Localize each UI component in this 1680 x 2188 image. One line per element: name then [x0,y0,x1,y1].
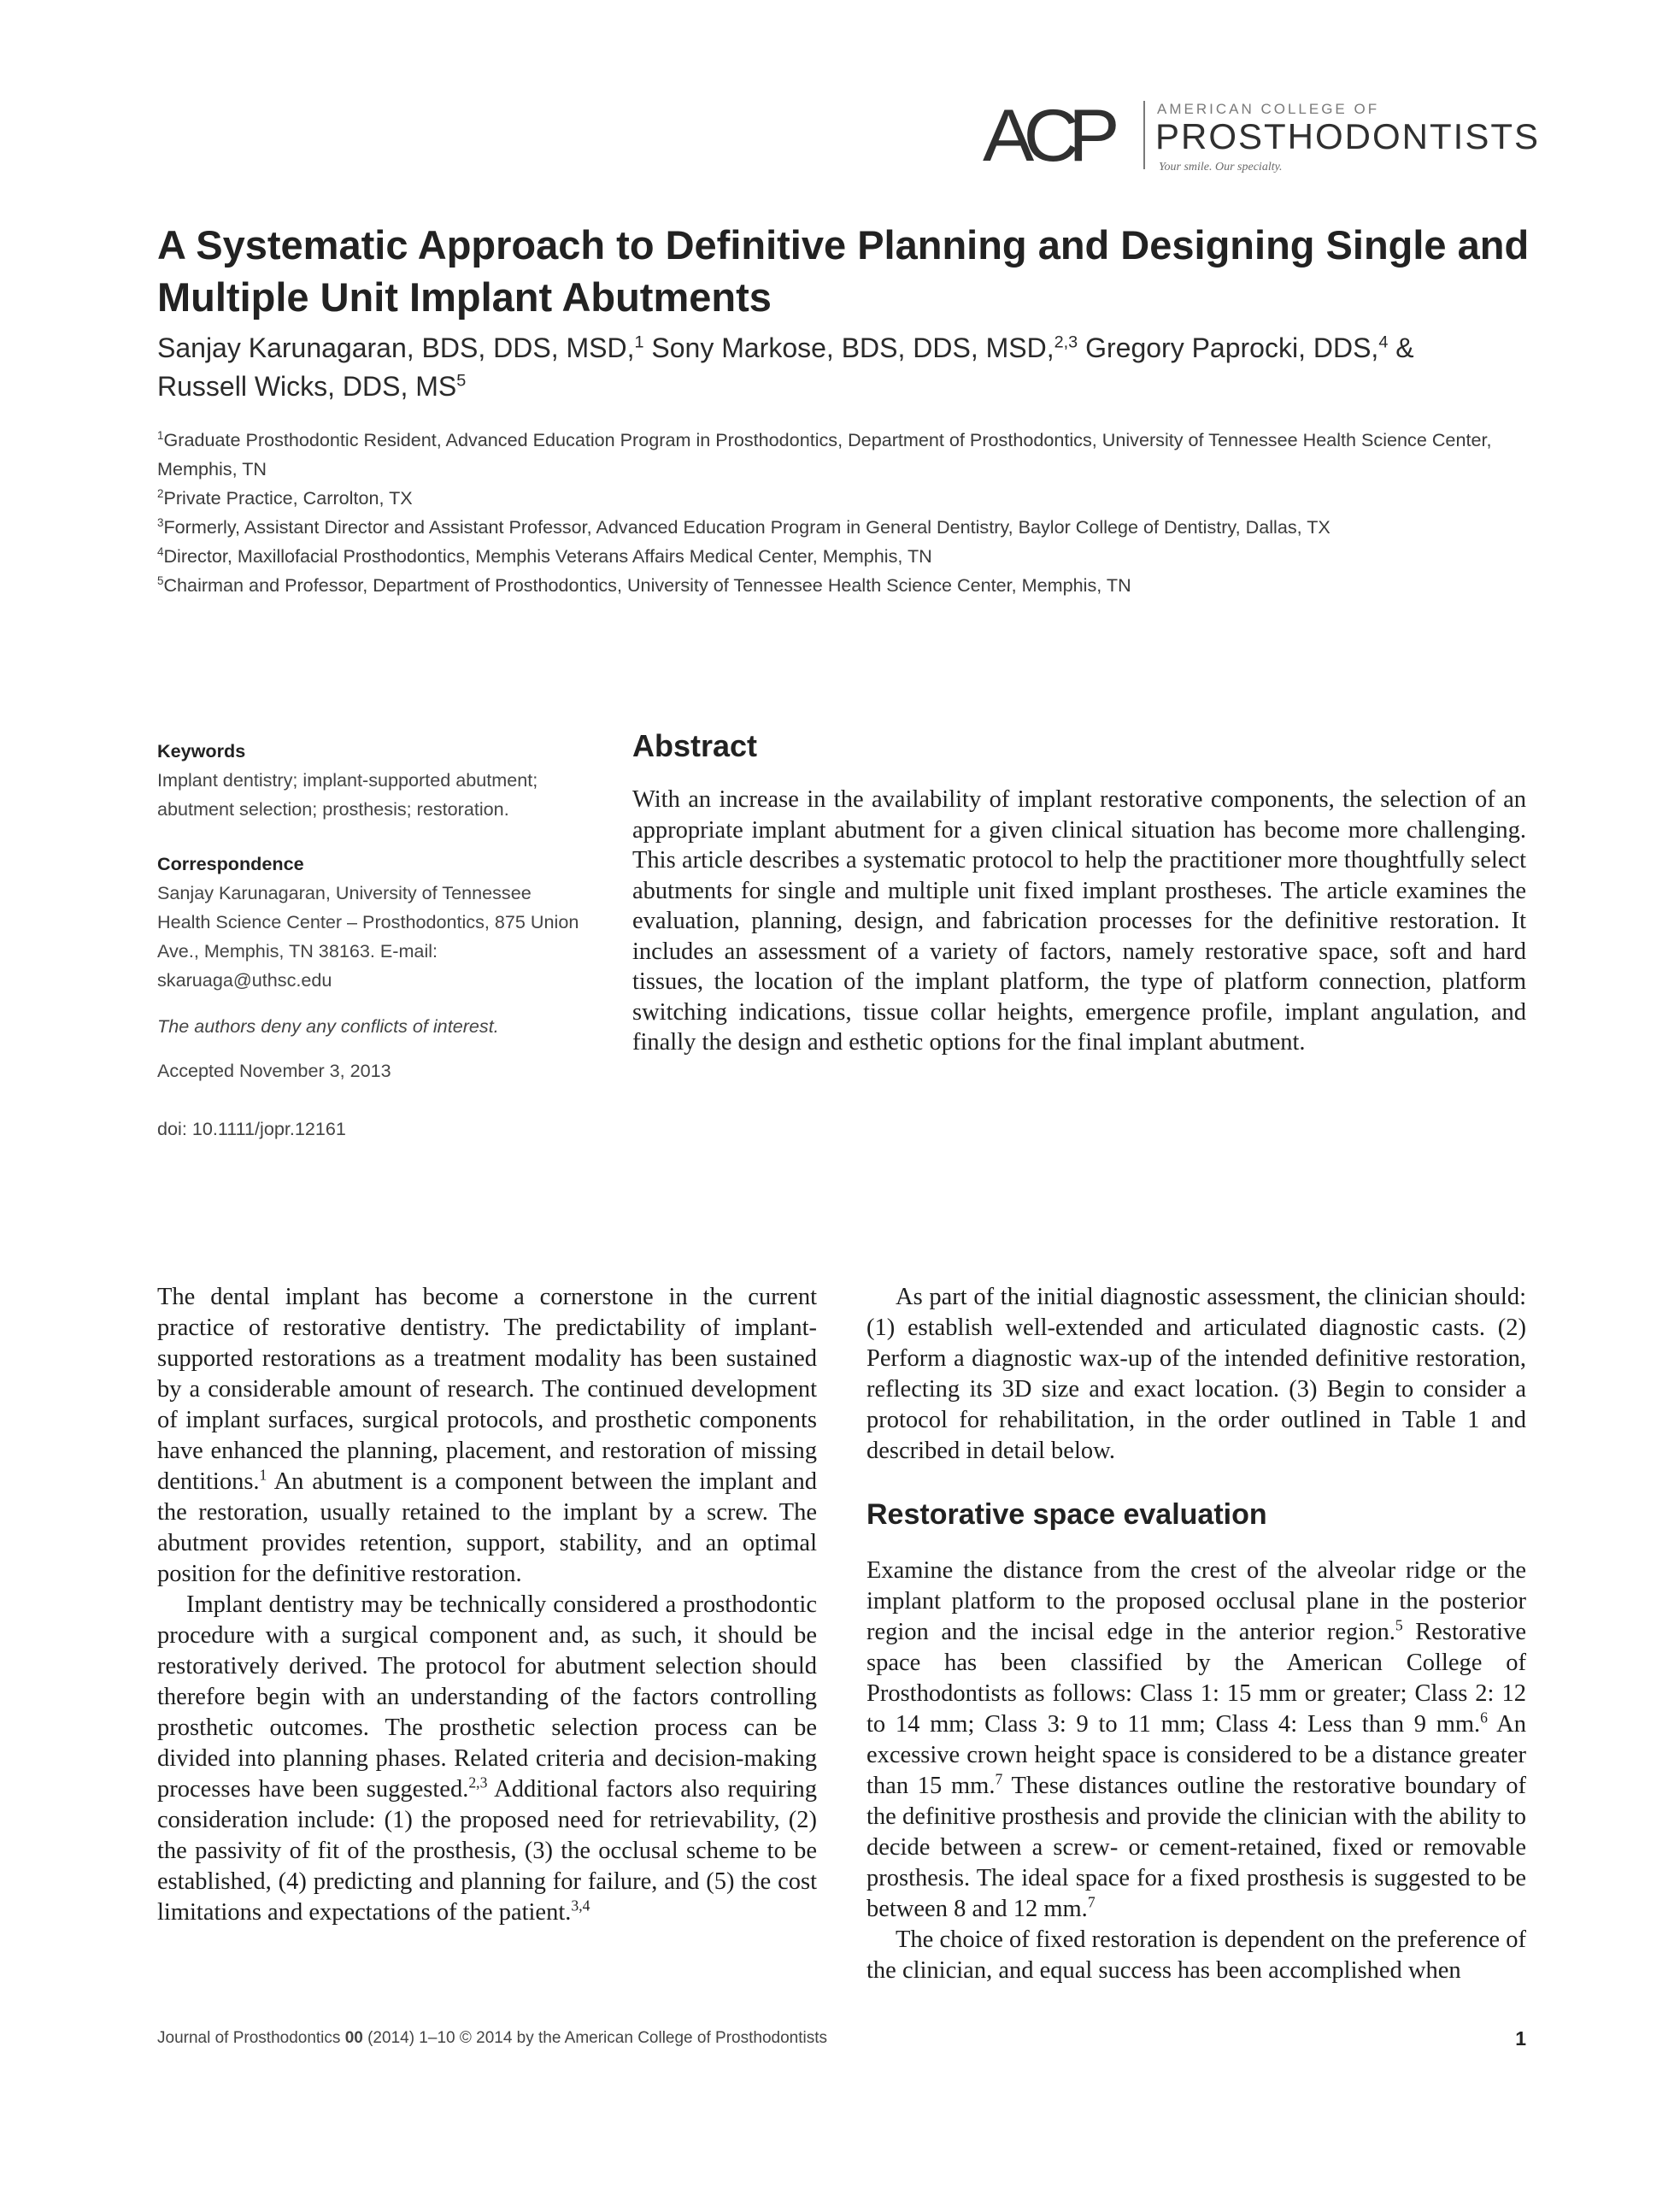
author-joiner: & [1395,332,1414,363]
abstract-text: With an increase in the availability of implant restorative components, the selection of an appropriate implant abutment for a given clinical situation has become more challenging. This article describes a systematic protocol to help the practitioner more thoughtfully select abutments for single and multiple unit fixed implant prostheses. The article examines the evaluation, planning, design, and fabrication processes for the definitive restoration. It includes an assessment of a variety of factors, namely restorative space, soft and hard tissues, the location of the implant platform, the type of platform connection, platform switching indications, tissue collar heights, emergence profile, implant angulation, and finally the design and esthetic options for the final implant abutment. [632,786,1526,1056]
body-text: An abutment is a component between the implant and the restoration, usually retained to the implant by a screw. The abutment provides retention, support, stability, and an optimal position for the definitive restoration. [157,1468,817,1587]
body-paragraph [866,1556,1526,1925]
logo-line2: PROSTHODONTISTS [1155,116,1541,156]
author-name: Russell Wicks, DDS, MS [157,371,457,402]
affiliation [157,542,1542,571]
body-paragraph: As part of the initial diagnostic assessment, the clinician should: (1) establish well-extended and articulated diagnostic casts. (2) Perform a diagnostic wax-up of the intended definitive restoration, reflecting its 3D size and exact location. (3) Begin to consider a protocol for rehabilitation, in the order outlined in Table 1 and described in detail below. [866,1284,1526,1464]
logo-mark: ACP [983,95,1109,177]
body-text: Examine the distance from the crest of the alveolar ridge or the implant platform to the proposed occlusal plane in the posterior region and the incisal edge in the anterior region. [866,1557,1526,1645]
section-heading: Restorative space evaluation [866,1498,1267,1531]
body-text: An excessive crown height space is considered to be a distance greater than 15 mm. [866,1711,1526,1799]
affil-number: 5 [157,573,164,587]
affil-text: Private Practice, Carrolton, TX [163,487,413,509]
article-sidebar [157,737,584,1144]
affil-number: 2 [157,486,164,500]
correspondence-heading: Correspondence [157,853,304,874]
affiliation [157,571,1542,600]
affil-text: Graduate Prosthodontic Resident, Advanced Education Program in Prosthodontics, Department of Prosthodontics, University of Tennessee Health Science Center, Memphis, TN [157,429,1492,479]
affiliation [157,513,1542,542]
citation-ref: 5 [1395,1616,1403,1634]
journal-citation [157,2029,827,2048]
affiliations [157,426,1542,600]
body-paragraph: The choice of fixed restoration is dependent on the preference of the clinician, and equal success has been accomplished when [866,1926,1526,1984]
doi: doi: 10.1111/jopr.12161 [157,1118,346,1139]
author-name: Gregory Paprocki, DDS, [1085,332,1379,363]
citation-ref: 2,3 [468,1773,488,1791]
citation-ref: 6 [1480,1709,1488,1726]
article-title: A Systematic Approach to Definitive Planning and Designing Single and Multiple Unit Implant Abutments [157,222,1530,320]
author-affil-ref: 5 [456,371,467,391]
body-text: These distances outline the restorative boundary of the definitive prosthesis and provide the clinician with the ability to decide between a screw- or cement-retained, fixed or removable prosthesis. The ideal space for a fixed prosthesis is suggested to be between 8 and 12 mm. [866,1773,1526,1922]
keywords-block [157,737,584,824]
author-name: Sanjay Karunagaran, BDS, DDS, MSD, [157,332,635,363]
affil-number: 1 [157,428,164,442]
affil-text: Formerly, Assistant Director and Assistant Professor, Advanced Education Program in General Dentistry, Baylor College of Dentistry, Dallas, TX [163,516,1330,538]
affiliation [157,426,1542,484]
citation-ref: 3,4 [571,1897,590,1914]
body-paragraph [157,1282,817,1590]
keywords-text: Implant dentistry; implant-supported abutment; abutment selection; prosthesis; restoration. [157,769,538,820]
body-text: Additional factors also requiring consideration include: (1) the proposed need for retrievability, (2) the passivity of fit of the prosthesis, (3) the occlusal scheme to be established, (4) predicting and planning for failure, and (5) the cost limitations and expectations of the patient. [157,1776,818,1926]
affil-text: Director, Maxillofacial Prosthodontics, Memphis Veterans Affairs Medical Center, Memphis, TN [163,545,932,567]
accepted-date: Accepted November 3, 2013 [157,1060,391,1081]
journal-volume: 00 [344,2029,363,2047]
body-text: The dental implant has become a cornerstone in the current practice of restorative dentistry. The predictability of implant-supported restorations as a treatment modality has been sustained by a considerable amount of research. The continued development of implant surfaces, surgical protocols, and prosthetic components have enhanced the planning, placement, and restoration of missing dentitions. [157,1284,817,1495]
citation-ref: 7 [995,1770,1003,1788]
correspondence-block [157,850,584,995]
affiliation [157,484,1542,513]
author-name: Sony Markose, BDS, DDS, MSD, [651,332,1054,363]
body-text: Restorative space has been classified by the American College of Prosthodontists as follows: Class 1: 15 mm or greater; Class 2: 12 to 14 mm; Class 3: 9 to 11 mm; Class 4: Less than 9 mm. [866,1619,1526,1738]
logo-tagline: Your smile. Our specialty. [1159,161,1283,174]
keywords-heading: Keywords [157,740,246,762]
author-affil-ref: 4 [1378,332,1389,352]
affil-text: Chairman and Professor, Department of Prosthodontics, University of Tennessee Health Science Center, Memphis, TN [163,574,1131,596]
citation-ref: 1 [259,1466,267,1484]
body-column-left [157,1282,817,1928]
logo-divider [1143,101,1145,169]
body-text: Implant dentistry may be technically considered a prosthodontic procedure with a surgical component and, as such, it should be restoratively derived. The protocol for abutment selection should therefore begin with an understanding of the factors controlling prosthetic outcomes. The prosthetic selection process can be divided into planning phases. Related criteria and decision-making processes have been suggested. [157,1591,817,1803]
body-column-right [866,1282,1526,1986]
abstract-heading: Abstract [632,728,758,763]
affil-number: 3 [157,515,164,529]
affil-number: 4 [157,544,164,558]
author-list [157,329,1524,406]
logo-line1: AMERICAN COLLEGE OF [1157,101,1380,117]
journal-copyright: (2014) 1–10 © 2014 by the American College of Prosthodontists [362,2029,827,2047]
author-affil-ref: 1 [634,332,644,352]
citation-ref: 7 [1087,1893,1096,1911]
conflict-statement: The authors deny any conflicts of interest. [157,1015,499,1037]
page-number: 1 [1515,2027,1526,2050]
journal-name: Journal of Prosthodontics [157,2029,345,2047]
body-paragraph [157,1590,817,1928]
acp-logo [983,95,1541,177]
correspondence-text: Sanjay Karunagaran, University of Tennessee Health Science Center – Prosthodontics, 875 Union Ave., Memphis, TN 38163. E-mail: skaruaga@uthsc.edu [157,882,579,991]
author-affil-ref: 2,3 [1054,332,1078,352]
